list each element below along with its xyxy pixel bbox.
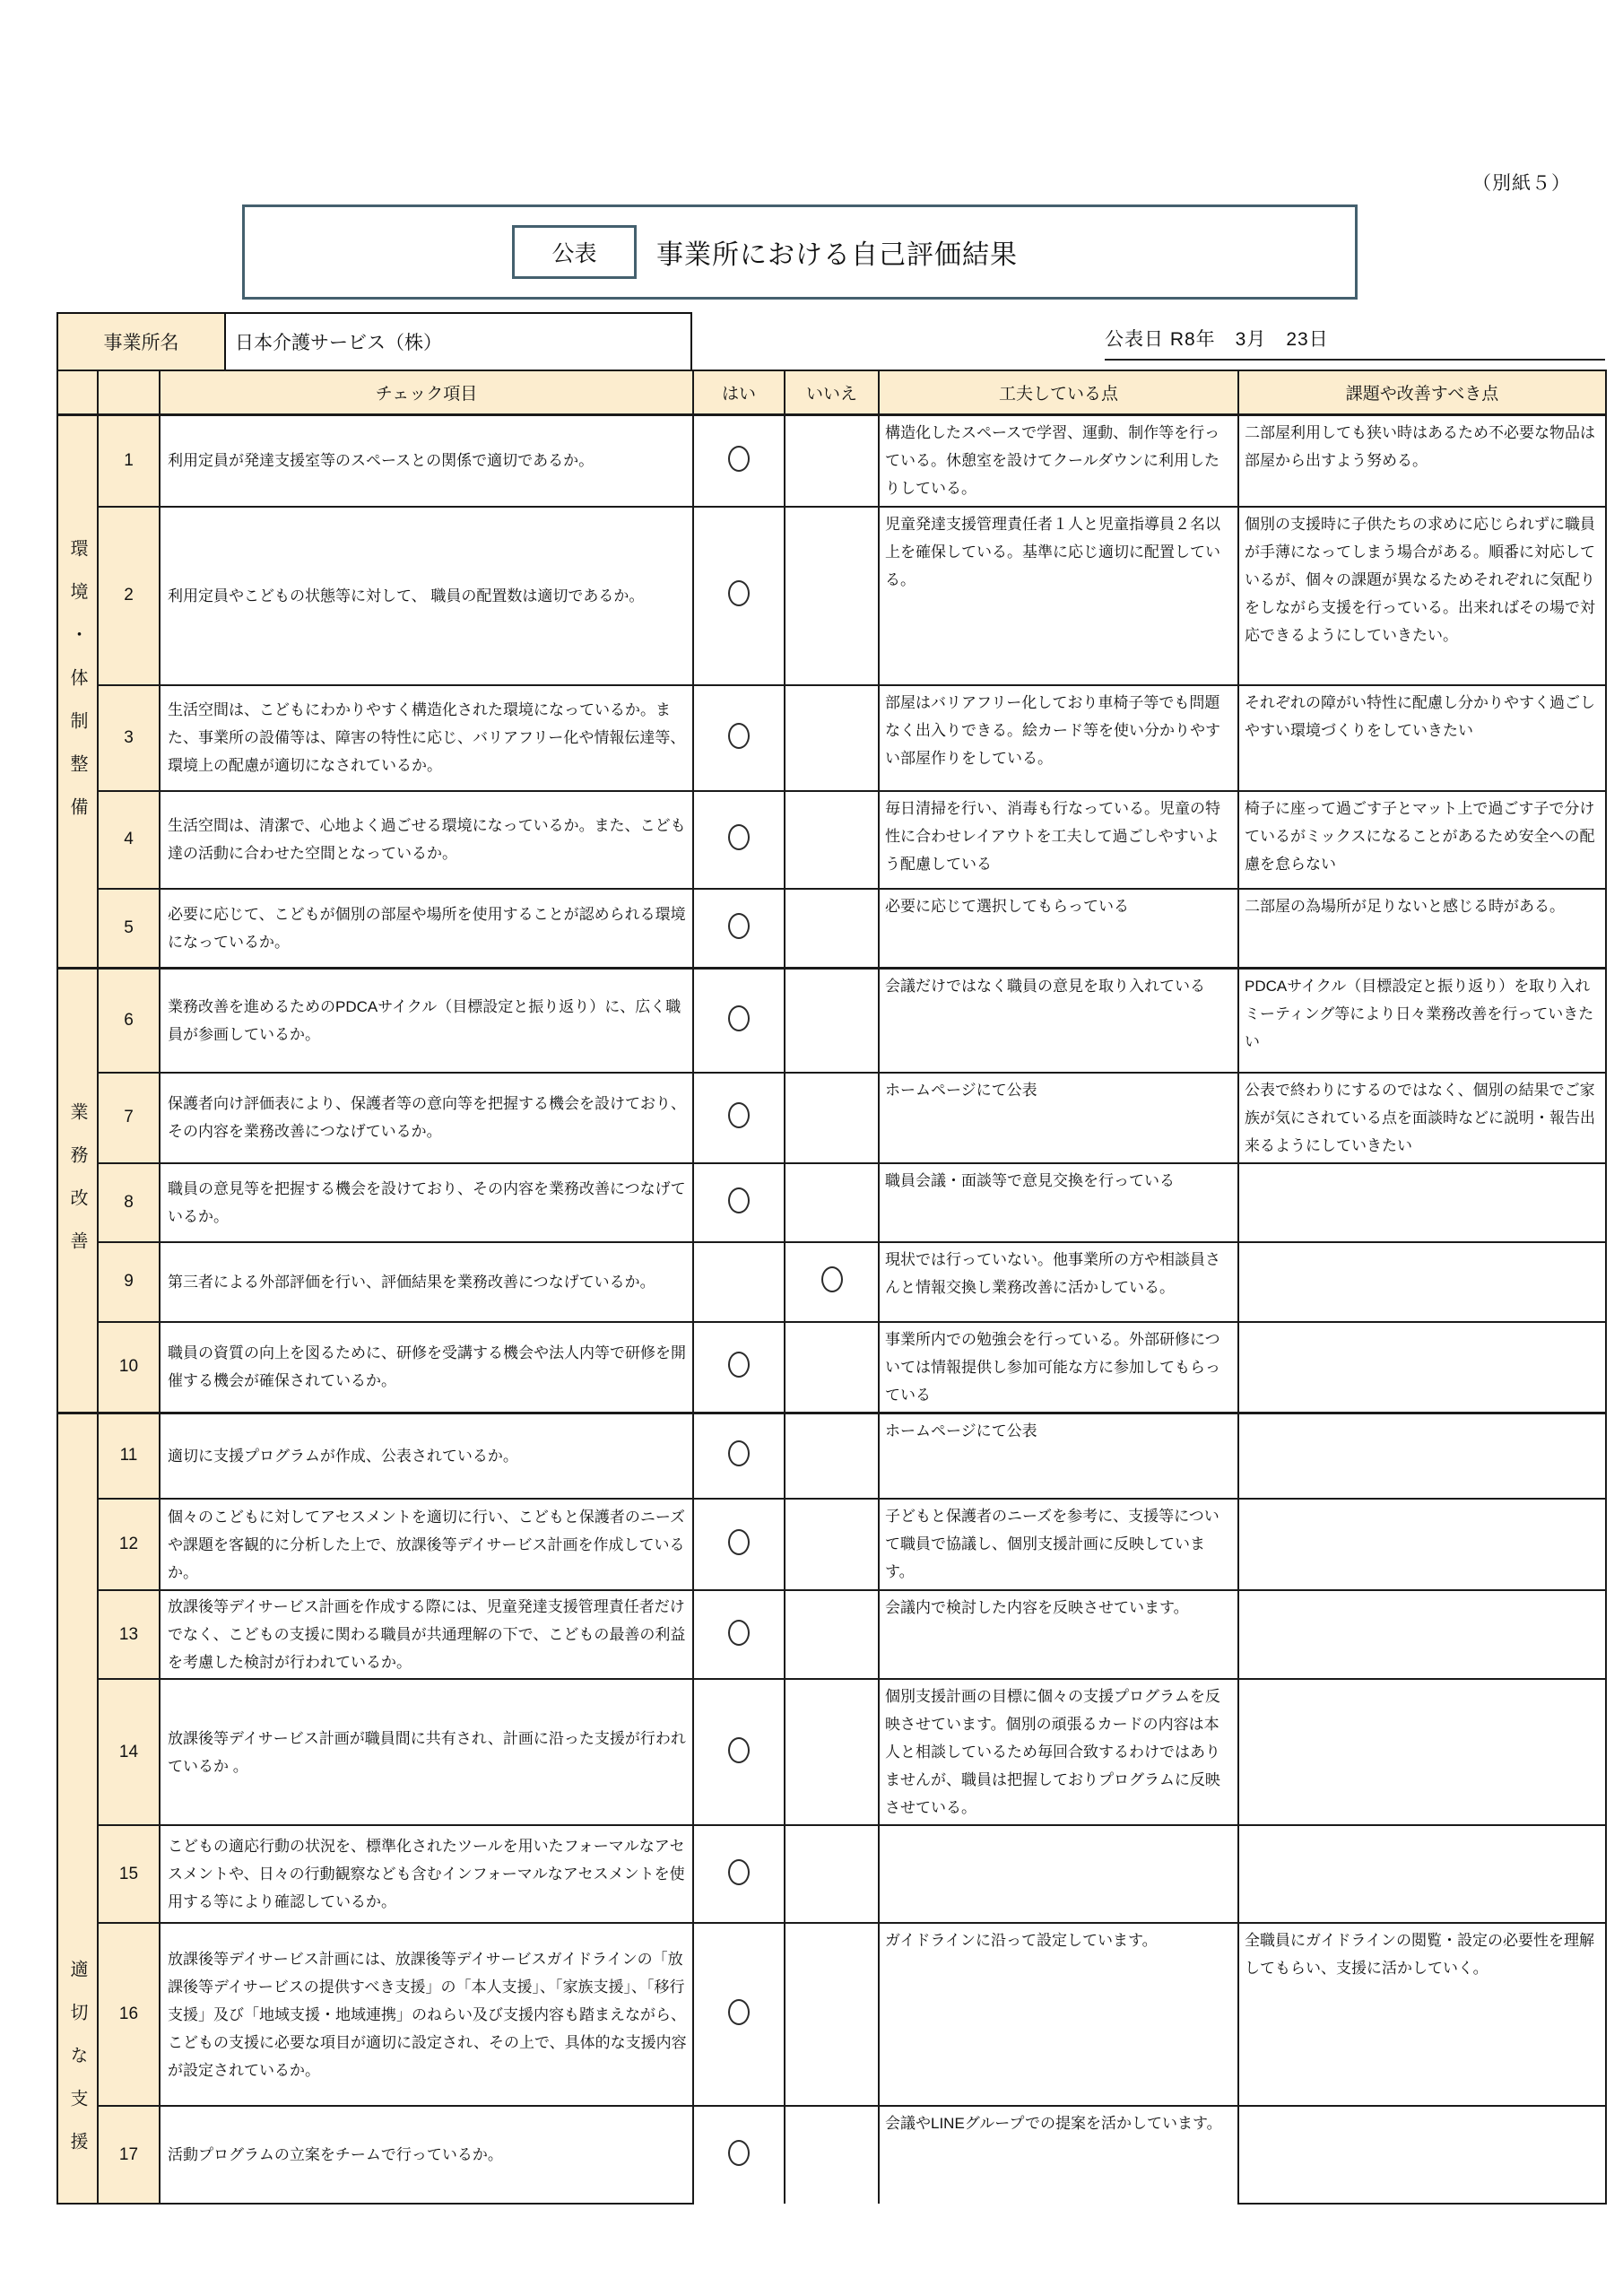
row-2-devised-points: 児童発達支援管理責任者１人と児童指導員２名以上を確保している。基準に応じ適切に配置している。 — [879, 507, 1238, 685]
header-devised: 工夫している点 — [879, 370, 1238, 415]
row-13-issues — [1238, 1590, 1606, 1679]
row-9-issues — [1238, 1242, 1606, 1322]
row-14-devised-points: 個別支援計画の目標に個々の支援プログラムを反映させています。個別の頑張るカードの内容は本人と相談しているため毎回合致するわけではありませんが、職員は把握しておりプログラムに反映させている。 — [879, 1679, 1238, 1825]
category-label-6 — [57, 969, 98, 1413]
table-row-10 — [57, 1322, 1606, 1413]
row-16-issues: 全職員にガイドラインの閲覧・設定の必要性を理解してもらい、支援に活かしていく。 — [1238, 1923, 1606, 2106]
row-14-check-item: 放課後等デイサービス計画が職員間に共有され、計画に沿った支援が行われているか 。 — [160, 1679, 693, 1825]
yes-circle-mark — [728, 913, 750, 939]
row-11-check-item: 適切に支援プログラムが作成、公表されているか。 — [160, 1413, 693, 1499]
row-1-devised-points: 構造化したスペースで学習、運動、制作等を行っている。休憩室を設けてクールダウンに利用したりしている。 — [879, 415, 1238, 507]
row-9-devised-points: 現状では行っていない。他事業所の方や相談員さんと情報交換し業務改善に活かしている。 — [879, 1242, 1238, 1322]
row-4-issues: 椅子に座って過ごす子とマット上で過ごす子で分けているがミックスになることがあるため安全への配慮を怠らない — [1238, 791, 1606, 889]
row-1-no-mark — [785, 415, 879, 507]
table-row-8 — [57, 1163, 1606, 1242]
table-row-6 — [57, 969, 1606, 1073]
row-4-number: 4 — [98, 791, 160, 889]
row-9-no-mark — [785, 1242, 879, 1322]
row-6-issues: PDCAサイクル（目標設定と振り返り）を取り入れミーティング等により日々業務改善を行っていきたい — [1238, 969, 1606, 1073]
row-14-number: 14 — [98, 1679, 160, 1825]
table-row-12 — [57, 1499, 1606, 1590]
row-12-yes-mark — [693, 1499, 785, 1590]
row-16-devised-points: ガイドラインに沿って設定しています。 — [879, 1923, 1238, 2106]
table-row-3 — [57, 685, 1606, 791]
row-12-number: 12 — [98, 1499, 160, 1590]
office-name-box — [56, 312, 692, 371]
row-13-yes-mark — [693, 1590, 785, 1679]
header-category — [57, 370, 98, 415]
row-12-devised-points: 子どもと保護者のニーズを参考に、支援等について職員で協議し、個別支援計画に反映しています。 — [879, 1499, 1238, 1590]
row-11-number: 11 — [98, 1413, 160, 1499]
row-13-check-item: 放課後等デイサービス計画を作成する際には、児童発達支援管理責任者だけでなく、こどもの支援に関わる職員が共通理解の下で、こどもの最善の利益を考慮した検討が行われているか。 — [160, 1590, 693, 1679]
table-row-17 — [57, 2106, 1606, 2204]
header-number — [98, 370, 160, 415]
table-row-5 — [57, 889, 1606, 969]
row-10-devised-points: 事業所内での勉強会を行っている。外部研修については情報提供し参加可能な方に参加してもらっている — [879, 1322, 1238, 1413]
row-13-number: 13 — [98, 1590, 160, 1679]
row-1-yes-mark — [693, 415, 785, 507]
header-issues: 課題や改善すべき点 — [1238, 370, 1606, 415]
attachment-note: （別紙５） — [1472, 173, 1571, 194]
table-row-11 — [57, 1413, 1606, 1499]
row-3-check-item: 生活空間は、こどもにわかりやすく構造化された環境になっているか。また、事業所の設備等は、障害の特性に応じ、バリアフリー化や情報伝達等、環境上の配慮が適切になされているか。 — [160, 685, 693, 791]
table-body — [57, 415, 1606, 2205]
row-16-check-item: 放課後等デイサービス計画には、放課後等デイサービスガイドラインの「放課後等デイサービスの提供すべき支援」の「本人支援」、「家族支援」、「移行支援」及び「地域支援・地域連携」のねらい及び支援内容も踏まえながら、こどもの支援に必要な項目が適切に設定され、その上で、具体的な支援内容が設定されているか。 — [160, 1923, 693, 2106]
header-yes: はい — [693, 370, 785, 415]
row-6-number: 6 — [98, 969, 160, 1073]
row-2-issues: 個別の支援時に子供たちの求めに応じられずに職員が手薄になってしまう場合がある。順番に対応しているが、個々の課題が異なるためそれぞれに気配りをしながら支援を行っている。出来ればその場で対応できるようにしていきたい。 — [1238, 507, 1606, 685]
row-15-devised-points — [879, 1825, 1238, 1923]
table-row-1 — [57, 415, 1606, 507]
row-17-no-mark — [785, 2106, 879, 2204]
row-5-devised-points: 必要に応じて選択してもらっている — [879, 889, 1238, 969]
row-17-number: 17 — [98, 2106, 160, 2204]
row-11-no-mark — [785, 1413, 879, 1499]
yes-circle-mark — [728, 1737, 750, 1763]
row-8-check-item: 職員の意見等を把握する機会を設けており、その内容を業務改善につなげているか。 — [160, 1163, 693, 1242]
no-circle-mark — [821, 1266, 843, 1292]
row-10-issues — [1238, 1322, 1606, 1413]
row-8-devised-points: 職員会議・面談等で意見交換を行っている — [879, 1163, 1238, 1242]
category-label-1 — [57, 415, 98, 969]
row-1-number: 1 — [98, 415, 160, 507]
row-12-check-item: 個々のこどもに対してアセスメントを適切に行い、こどもと保護者のニーズや課題を客観的に分析した上で、放課後等デイサービス計画を作成しているか。 — [160, 1499, 693, 1590]
row-11-issues — [1238, 1413, 1606, 1499]
row-4-yes-mark — [693, 791, 785, 889]
row-3-number: 3 — [98, 685, 160, 791]
row-4-devised-points: 毎日清掃を行い、消毒も行なっている。児童の特性に合わせレイアウトを工夫して過ごしやすいよう配慮している — [879, 791, 1238, 889]
title-box — [242, 204, 1358, 300]
row-14-no-mark — [785, 1679, 879, 1825]
row-8-issues — [1238, 1163, 1606, 1242]
row-1-issues: 二部屋利用しても狭い時はあるため不必要な物品は部屋から出すよう努める。 — [1238, 415, 1606, 507]
row-12-issues — [1238, 1499, 1606, 1590]
row-7-yes-mark — [693, 1073, 785, 1163]
row-4-no-mark — [785, 791, 879, 889]
row-5-no-mark — [785, 889, 879, 969]
category-label-11 — [57, 1413, 98, 2204]
row-14-yes-mark — [693, 1679, 785, 1825]
row-10-no-mark — [785, 1322, 879, 1413]
office-name-value: 日本介護サービス（株） — [235, 333, 442, 353]
row-15-yes-mark — [693, 1825, 785, 1923]
table-row-4 — [57, 791, 1606, 889]
row-8-number: 8 — [98, 1163, 160, 1242]
row-5-check-item: 必要に応じて、こどもが個別の部屋や場所を使用することが認められる環境になっているか。 — [160, 889, 693, 969]
row-12-no-mark — [785, 1499, 879, 1590]
evaluation-table — [56, 370, 1607, 2205]
page-title: 事業所における自己評価結果 — [656, 240, 1018, 270]
row-10-check-item: 職員の資質の向上を図るために、研修を受講する機会や法人内等で研修を開催する機会が確保されているか。 — [160, 1322, 693, 1413]
yes-circle-mark — [728, 1102, 750, 1128]
yes-circle-mark — [728, 824, 750, 850]
row-5-number: 5 — [98, 889, 160, 969]
row-13-no-mark — [785, 1590, 879, 1679]
yes-circle-mark — [728, 1005, 750, 1031]
row-14-issues — [1238, 1679, 1606, 1825]
yes-circle-mark — [728, 1859, 750, 1885]
table-row-15 — [57, 1825, 1606, 1923]
category-vertical-text: 業務改善 — [67, 1101, 87, 1274]
row-2-no-mark — [785, 507, 879, 685]
yes-circle-mark — [728, 2140, 750, 2166]
row-15-check-item: こどもの適応行動の状況を、標準化されたツールを用いたフォーマルなアセスメントや、日々の行動観察なども含むインフォーマルなアセスメントを使用する等により確認しているか。 — [160, 1825, 693, 1923]
yes-circle-mark — [728, 1620, 750, 1646]
row-17-yes-mark — [693, 2106, 785, 2204]
row-9-check-item: 第三者による外部評価を行い、評価結果を業務改善につなげているか。 — [160, 1242, 693, 1322]
row-6-devised-points: 会議だけではなく職員の意見を取り入れている — [879, 969, 1238, 1073]
row-2-number: 2 — [98, 507, 160, 685]
publication-tag: 公表 — [512, 225, 637, 279]
row-11-yes-mark — [693, 1413, 785, 1499]
yes-circle-mark — [728, 580, 750, 606]
header-no: いいえ — [785, 370, 879, 415]
row-8-yes-mark — [693, 1163, 785, 1242]
yes-circle-mark — [728, 1529, 750, 1555]
row-17-devised-points: 会議やLINEグループでの提案を活かしています。 — [879, 2106, 1238, 2204]
row-2-check-item: 利用定員やこどもの状態等に対して、 職員の配置数は適切であるか。 — [160, 507, 693, 685]
row-10-yes-mark — [693, 1322, 785, 1413]
row-17-check-item: 活動プログラムの立案をチームで行っているか。 — [160, 2106, 693, 2204]
yes-circle-mark — [728, 1440, 750, 1466]
category-vertical-text: 適切な支援 — [67, 1960, 87, 2175]
row-7-no-mark — [785, 1073, 879, 1163]
row-10-number: 10 — [98, 1322, 160, 1413]
table-header-row — [57, 370, 1606, 415]
row-13-devised-points: 会議内で検討した内容を反映させています。 — [879, 1590, 1238, 1679]
row-6-no-mark — [785, 969, 879, 1073]
row-9-number: 9 — [98, 1242, 160, 1322]
row-4-check-item: 生活空間は、清潔で、心地よく過ごせる環境になっているか。また、こども達の活動に合わせた空間となっているか。 — [160, 791, 693, 889]
category-vertical-text: 環境・体制整備 — [67, 538, 87, 840]
header-check-item: チェック項目 — [160, 370, 693, 415]
publish-date: 公表日 R8年 3月 23日 — [1105, 325, 1605, 361]
row-16-yes-mark — [693, 1923, 785, 2106]
row-5-issues: 二部屋の為場所が足りないと感じる時がある。 — [1238, 889, 1606, 969]
row-17-issues — [1238, 2106, 1606, 2204]
row-3-no-mark — [785, 685, 879, 791]
row-6-yes-mark — [693, 969, 785, 1073]
row-6-check-item: 業務改善を進めるためのPDCAサイクル（目標設定と振り返り）に、広く職員が参画しているか。 — [160, 969, 693, 1073]
row-3-devised-points: 部屋はバリアフリー化しており車椅子等でも問題なく出入りできる。絵カード等を使い分かりやすい部屋作りをしている。 — [879, 685, 1238, 791]
table-row-9 — [57, 1242, 1606, 1322]
yes-circle-mark — [728, 1187, 750, 1213]
table-row-13 — [57, 1590, 1606, 1679]
row-8-no-mark — [785, 1163, 879, 1242]
table-row-7 — [57, 1073, 1606, 1163]
yes-circle-mark — [728, 446, 750, 472]
row-16-no-mark — [785, 1923, 879, 2106]
row-15-no-mark — [785, 1825, 879, 1923]
yes-circle-mark — [728, 1999, 750, 2025]
row-7-check-item: 保護者向け評価表により、保護者等の意向等を把握する機会を設けており、その内容を業務改善につなげているか。 — [160, 1073, 693, 1163]
row-7-number: 7 — [98, 1073, 160, 1163]
row-16-number: 16 — [98, 1923, 160, 2106]
yes-circle-mark — [728, 723, 750, 749]
office-name-label: 事業所名 — [58, 314, 226, 370]
row-1-check-item: 利用定員が発達支援室等のスペースとの関係で適切であるか。 — [160, 415, 693, 507]
row-7-issues: 公表で終わりにするのではなく、個別の結果でご家族が気にされている点を面談時などに説明・報告出来るようにしていきたい — [1238, 1073, 1606, 1163]
row-9-yes-mark — [693, 1242, 785, 1322]
row-2-yes-mark — [693, 507, 785, 685]
table-row-14 — [57, 1679, 1606, 1825]
row-3-issues: それぞれの障がい特性に配慮し分かりやすく過ごしやすい環境づくりをしていきたい — [1238, 685, 1606, 791]
row-15-number: 15 — [98, 1825, 160, 1923]
row-11-devised-points: ホームページにて公表 — [879, 1413, 1238, 1499]
row-7-devised-points: ホームページにて公表 — [879, 1073, 1238, 1163]
table-row-2 — [57, 507, 1606, 685]
table-row-16 — [57, 1923, 1606, 2106]
row-15-issues — [1238, 1825, 1606, 1923]
yes-circle-mark — [728, 1352, 750, 1378]
row-5-yes-mark — [693, 889, 785, 969]
row-3-yes-mark — [693, 685, 785, 791]
